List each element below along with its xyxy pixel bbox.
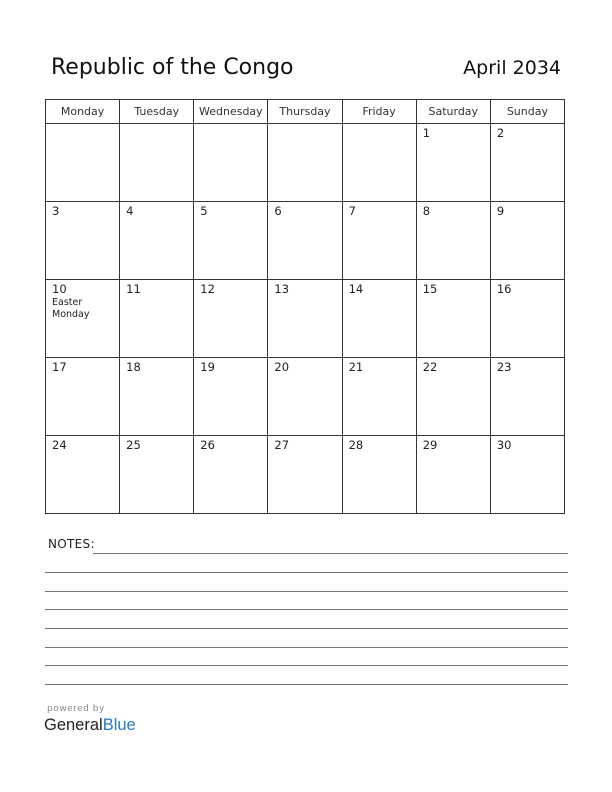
day-cell	[46, 280, 120, 358]
day-number: 13	[274, 282, 290, 296]
generalblue-logo	[44, 716, 136, 735]
notes-line	[45, 647, 568, 648]
weekday-tuesday: Tuesday	[120, 100, 194, 124]
day-cell	[46, 436, 120, 514]
day-cell	[194, 280, 268, 358]
day-cell	[416, 436, 490, 514]
weekday-saturday: Saturday	[416, 100, 490, 124]
day-cell	[120, 436, 194, 514]
day-cell	[416, 358, 490, 436]
day-cell	[416, 280, 490, 358]
day-number: 25	[126, 438, 141, 452]
day-number	[194, 124, 267, 126]
day-number: 2	[496, 126, 505, 140]
day-cell	[120, 280, 194, 358]
weekday-header-row	[46, 100, 565, 124]
day-number: 17	[52, 360, 67, 374]
day-number: 30	[496, 438, 512, 452]
day-number: 11	[126, 282, 141, 296]
day-cell	[194, 124, 268, 202]
weekday-friday: Friday	[342, 100, 416, 124]
day-cell	[194, 436, 268, 514]
day-number: 14	[348, 282, 364, 296]
day-cell	[342, 202, 416, 280]
day-cell	[342, 124, 416, 202]
day-cell	[120, 202, 194, 280]
day-number: 19	[200, 360, 215, 374]
day-number	[120, 124, 193, 126]
week-row	[46, 202, 565, 280]
weekday-thursday: Thursday	[268, 100, 342, 124]
day-number: 22	[422, 360, 438, 374]
day-number: 8	[422, 204, 431, 218]
day-number: 4	[126, 204, 134, 218]
day-cell	[490, 202, 564, 280]
week-row	[46, 358, 565, 436]
day-number: 9	[496, 204, 505, 218]
day-cell	[416, 124, 490, 202]
day-number: 26	[200, 438, 215, 452]
day-cell	[490, 124, 564, 202]
day-number	[268, 124, 341, 126]
day-cell	[342, 436, 416, 514]
notes-line	[45, 684, 568, 685]
day-number: 5	[200, 204, 208, 218]
day-cell	[120, 358, 194, 436]
day-number: 12	[200, 282, 215, 296]
weekday-monday: Monday	[46, 100, 120, 124]
day-number: 6	[274, 204, 282, 218]
day-number: 1	[422, 126, 431, 140]
day-cell	[268, 280, 342, 358]
notes-line	[45, 591, 568, 592]
calendar-month-title: April 2034	[463, 57, 561, 79]
day-number	[46, 124, 119, 126]
day-cell	[194, 358, 268, 436]
week-row	[46, 436, 565, 514]
day-number: 15	[422, 282, 438, 296]
day-number: 27	[274, 438, 290, 452]
notes-line	[45, 628, 568, 629]
day-cell	[46, 202, 120, 280]
day-cell	[342, 358, 416, 436]
day-number: 20	[274, 360, 290, 374]
day-number: 28	[348, 438, 364, 452]
brand-blue-text: Blue	[102, 716, 136, 734]
day-number: 23	[496, 360, 512, 374]
notes-line	[93, 553, 568, 554]
notes-line	[45, 665, 568, 666]
holiday-label: Easter Monday	[52, 297, 90, 320]
notes-label: NOTES:	[48, 537, 95, 551]
day-number: 21	[348, 360, 364, 374]
day-cell	[268, 358, 342, 436]
day-cell	[490, 358, 564, 436]
day-number: 7	[348, 204, 356, 218]
calendar-country-title: Republic of the Congo	[51, 55, 294, 80]
day-number: 16	[496, 282, 512, 296]
notes-line	[45, 609, 568, 610]
brand-general-text: General	[44, 716, 103, 734]
day-number	[343, 124, 416, 126]
day-number: 18	[126, 360, 141, 374]
day-number: 24	[52, 438, 67, 452]
day-cell	[490, 436, 564, 514]
day-cell	[268, 124, 342, 202]
day-cell	[268, 202, 342, 280]
notes-line	[45, 572, 568, 573]
day-cell	[416, 202, 490, 280]
day-number: 10	[52, 282, 67, 296]
day-cell	[490, 280, 564, 358]
weekday-sunday: Sunday	[490, 100, 564, 124]
day-cell	[120, 124, 194, 202]
week-row	[46, 280, 565, 358]
day-cell	[194, 202, 268, 280]
calendar-grid	[45, 99, 565, 514]
week-row	[46, 124, 565, 202]
day-number: 29	[422, 438, 438, 452]
day-cell	[268, 436, 342, 514]
day-cell	[46, 358, 120, 436]
day-number: 3	[52, 204, 60, 218]
day-cell	[46, 124, 120, 202]
powered-by-text: powered by	[47, 704, 105, 714]
weekday-wednesday: Wednesday	[194, 100, 268, 124]
day-cell	[342, 280, 416, 358]
